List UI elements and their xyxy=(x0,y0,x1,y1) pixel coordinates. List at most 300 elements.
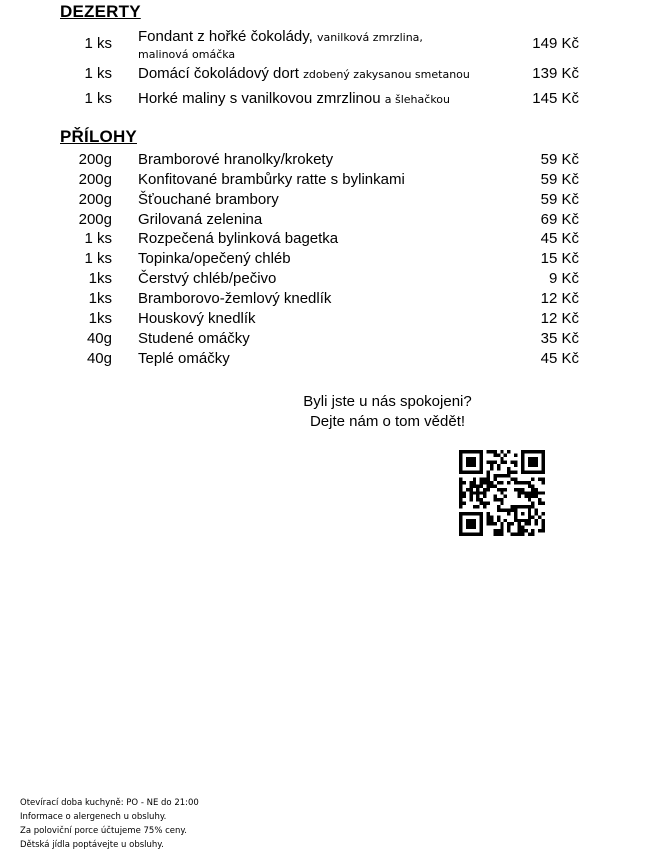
qr-module xyxy=(500,474,503,477)
item-price: 45 Kč xyxy=(540,349,579,367)
qr-module xyxy=(459,491,462,494)
item-price: 149 Kč xyxy=(532,35,579,52)
qr-module xyxy=(500,522,503,525)
qr-module xyxy=(490,519,493,522)
section-heading-prilohy: PŘÍLOHY xyxy=(60,127,137,146)
qr-module xyxy=(459,519,462,522)
qr-module xyxy=(493,522,496,525)
qr-module xyxy=(462,471,465,474)
item-price: 12 Kč xyxy=(540,309,579,327)
qr-module xyxy=(504,519,507,522)
qr-module xyxy=(459,464,462,467)
qr-module xyxy=(480,450,483,453)
qr-module xyxy=(459,484,462,487)
qr-module xyxy=(459,498,462,501)
qr-module xyxy=(528,460,531,463)
qr-module xyxy=(535,471,538,474)
qr-module xyxy=(476,505,479,508)
qr-module xyxy=(462,502,465,505)
item-note: vanilková zmrzlina, xyxy=(317,31,423,44)
qr-module xyxy=(483,481,486,484)
qr-module xyxy=(497,533,500,536)
qr-module xyxy=(487,502,490,505)
qr-module xyxy=(507,450,510,453)
qr-module xyxy=(480,471,483,474)
qr-module xyxy=(538,502,541,505)
qr-module xyxy=(490,515,493,518)
qr-module xyxy=(517,526,520,529)
qr-module xyxy=(469,526,472,529)
qr-module xyxy=(504,460,507,463)
qr-module xyxy=(500,533,503,536)
qr-module xyxy=(469,484,472,487)
qr-module xyxy=(517,519,520,522)
qr-module xyxy=(538,515,541,518)
qr-module xyxy=(466,457,469,460)
qr-module xyxy=(476,495,479,498)
qr-module xyxy=(487,519,490,522)
item-title: Horké maliny s vanilkovou zmrzlinou xyxy=(138,90,381,107)
qr-module xyxy=(521,505,524,508)
footer-line: Dětská jídla poptávejte u obsluhy. xyxy=(20,840,164,850)
qr-module xyxy=(473,481,476,484)
qr-module xyxy=(524,450,527,453)
qr-module xyxy=(466,460,469,463)
qr-module xyxy=(542,471,545,474)
qr-module xyxy=(459,505,462,508)
qr-module xyxy=(490,450,493,453)
qr-module xyxy=(514,464,517,467)
qr-module xyxy=(487,512,490,515)
qr-module xyxy=(500,526,503,529)
qr-module xyxy=(466,488,469,491)
qr-module xyxy=(528,515,531,518)
qr-module xyxy=(521,529,524,532)
qr-module xyxy=(469,522,472,525)
qr-module xyxy=(473,478,476,481)
item-name: Topinka/opečený chléb xyxy=(138,250,291,268)
qr-module xyxy=(504,488,507,491)
qr-module xyxy=(500,450,503,453)
qr-module xyxy=(511,533,514,536)
qr-module xyxy=(493,498,496,501)
qr-module xyxy=(538,471,541,474)
qr-module xyxy=(511,508,514,511)
qr-module xyxy=(521,526,524,529)
qr-module xyxy=(493,495,496,498)
qr-module xyxy=(521,533,524,536)
qr-module xyxy=(521,519,524,522)
qr-module xyxy=(521,464,524,467)
qr-module xyxy=(497,529,500,532)
qr-module xyxy=(514,460,517,463)
qr-module xyxy=(535,491,538,494)
qr-module xyxy=(493,533,496,536)
item-price: 15 Kč xyxy=(540,250,579,268)
qr-module xyxy=(466,519,469,522)
qr-module xyxy=(469,498,472,501)
qr-module xyxy=(542,512,545,515)
qr-module xyxy=(528,519,531,522)
qr-module xyxy=(500,457,503,460)
qr-module xyxy=(487,450,490,453)
qr-module xyxy=(531,491,534,494)
qr-module xyxy=(524,481,527,484)
item-name: Konfitované brambůrky ratte s bylinkami xyxy=(138,170,405,188)
qr-module xyxy=(462,450,465,453)
qr-module xyxy=(459,529,462,532)
qr-module xyxy=(531,488,534,491)
qr-module xyxy=(521,453,524,456)
qr-module xyxy=(542,453,545,456)
qr-module xyxy=(493,453,496,456)
qr-module xyxy=(514,478,517,481)
qr-module xyxy=(487,471,490,474)
qr-module xyxy=(490,484,493,487)
qr-module xyxy=(511,505,514,508)
qr-module xyxy=(497,498,500,501)
qr-module xyxy=(535,519,538,522)
qr-module xyxy=(469,495,472,498)
qr-module xyxy=(480,457,483,460)
qr-module xyxy=(542,522,545,525)
qr-module xyxy=(487,515,490,518)
qr-module xyxy=(497,508,500,511)
qr-module xyxy=(469,533,472,536)
qr-module xyxy=(473,457,476,460)
qr-module xyxy=(531,450,534,453)
qr-module xyxy=(459,460,462,463)
qr-module xyxy=(476,450,479,453)
item-price: 9 Kč xyxy=(548,270,579,288)
qr-module xyxy=(497,515,500,518)
qr-module xyxy=(528,512,531,515)
qr-module xyxy=(524,471,527,474)
qr-module xyxy=(469,519,472,522)
item-name: Bramborovo-žemlový knedlík xyxy=(138,289,332,307)
qr-module xyxy=(483,478,486,481)
item-quantity: 200g xyxy=(78,151,112,168)
qr-module xyxy=(462,491,465,494)
qr-module xyxy=(528,508,531,511)
feedback-line: Dejte nám o tom vědět! xyxy=(309,413,466,430)
qr-module xyxy=(528,495,531,498)
qr-module xyxy=(487,478,490,481)
qr-module xyxy=(521,491,524,494)
qr-module xyxy=(473,464,476,467)
qr-module xyxy=(469,464,472,467)
qr-module xyxy=(504,508,507,511)
qr-module xyxy=(469,460,472,463)
item-name xyxy=(138,27,518,62)
qr-module xyxy=(528,471,531,474)
qr-module xyxy=(490,522,493,525)
qr-module xyxy=(531,505,534,508)
qr-module xyxy=(535,522,538,525)
qr-module xyxy=(531,457,534,460)
item-name: Čerstvý chléb/pečivo xyxy=(138,270,277,288)
item-quantity: 40g xyxy=(86,349,112,367)
qr-module xyxy=(535,457,538,460)
qr-module xyxy=(500,491,503,494)
qr-module xyxy=(466,450,469,453)
qr-module xyxy=(480,498,483,501)
qr-module xyxy=(466,464,469,467)
qr-module xyxy=(462,533,465,536)
qr-module xyxy=(507,508,510,511)
qr-module xyxy=(473,460,476,463)
qr-module xyxy=(538,529,541,532)
qr-module xyxy=(511,460,514,463)
qr-module xyxy=(542,502,545,505)
item-price: 35 Kč xyxy=(540,329,579,347)
qr-module xyxy=(469,471,472,474)
item-quantity: 1ks xyxy=(88,309,112,327)
qr-module xyxy=(528,481,531,484)
item-price: 59 Kč xyxy=(540,170,579,188)
qr-module xyxy=(528,522,531,525)
qr-module xyxy=(517,533,520,536)
qr-module xyxy=(490,460,493,463)
qr-module xyxy=(521,460,524,463)
qr-module xyxy=(480,460,483,463)
qr-module xyxy=(521,512,524,515)
qr-module xyxy=(535,450,538,453)
qr-module xyxy=(528,464,531,467)
qr-module xyxy=(466,526,469,529)
qr-module xyxy=(538,498,541,501)
qr-module xyxy=(459,478,462,481)
qr-module xyxy=(521,450,524,453)
qr-module xyxy=(459,533,462,536)
qr-module xyxy=(466,522,469,525)
qr-module xyxy=(524,491,527,494)
qr-module xyxy=(528,450,531,453)
item-name: Bramborové hranolky/krokety xyxy=(138,151,334,168)
qr-module xyxy=(521,467,524,470)
item-price: 145 Kč xyxy=(532,90,579,107)
qr-module xyxy=(459,457,462,460)
qr-code-icon[interactable] xyxy=(459,450,545,536)
qr-module xyxy=(462,481,465,484)
qr-module xyxy=(542,519,545,522)
qr-module xyxy=(480,526,483,529)
qr-module xyxy=(483,488,486,491)
qr-module xyxy=(493,478,496,481)
qr-module xyxy=(459,522,462,525)
item-note-continued: malinová omáčka xyxy=(138,48,236,61)
footer-line: Za poloviční porce účtujeme 75% ceny. xyxy=(20,826,187,836)
qr-module xyxy=(483,505,486,508)
qr-module xyxy=(538,450,541,453)
qr-module xyxy=(466,533,469,536)
qr-module xyxy=(459,512,462,515)
qr-module xyxy=(473,512,476,515)
qr-module xyxy=(542,529,545,532)
qr-module xyxy=(528,457,531,460)
qr-module xyxy=(535,512,538,515)
qr-module xyxy=(480,453,483,456)
item-quantity: 1 ks xyxy=(84,230,112,248)
qr-module xyxy=(517,491,520,494)
qr-module xyxy=(476,488,479,491)
qr-module xyxy=(497,453,500,456)
qr-module xyxy=(511,478,514,481)
qr-module xyxy=(497,467,500,470)
qr-module xyxy=(500,508,503,511)
qr-module xyxy=(531,484,534,487)
item-name: Grilovaná zelenina xyxy=(138,210,263,228)
qr-module xyxy=(487,484,490,487)
qr-module xyxy=(514,515,517,518)
qr-module xyxy=(542,481,545,484)
item-quantity: 1 ks xyxy=(84,65,112,82)
qr-module xyxy=(535,464,538,467)
qr-module xyxy=(514,519,517,522)
qr-module xyxy=(459,471,462,474)
qr-module xyxy=(462,512,465,515)
qr-module xyxy=(480,533,483,536)
item-name xyxy=(138,89,518,109)
qr-module xyxy=(524,529,527,532)
qr-module xyxy=(542,460,545,463)
qr-module xyxy=(493,460,496,463)
qr-module xyxy=(493,474,496,477)
qr-module xyxy=(507,512,510,515)
footer-line: Otevírací doba kuchyně: PO - NE do 21:00 xyxy=(20,798,199,808)
item-price: 59 Kč xyxy=(540,190,579,208)
qr-module xyxy=(469,450,472,453)
qr-module xyxy=(473,519,476,522)
qr-module xyxy=(531,460,534,463)
qr-module xyxy=(480,484,483,487)
qr-module xyxy=(487,481,490,484)
qr-module xyxy=(517,488,520,491)
feedback-prompt xyxy=(280,392,495,432)
qr-module xyxy=(535,495,538,498)
qr-module xyxy=(459,488,462,491)
qr-module xyxy=(476,471,479,474)
item-quantity: 1 ks xyxy=(84,250,112,268)
qr-module xyxy=(531,464,534,467)
qr-module xyxy=(517,529,520,532)
item-name: Šťouchané brambory xyxy=(138,190,279,208)
qr-module xyxy=(476,498,479,501)
qr-module xyxy=(473,471,476,474)
qr-module xyxy=(493,529,496,532)
qr-module xyxy=(459,502,462,505)
qr-module xyxy=(473,491,476,494)
qr-module xyxy=(493,450,496,453)
item-quantity: 1 ks xyxy=(84,90,112,107)
qr-module xyxy=(497,488,500,491)
qr-module xyxy=(500,481,503,484)
qr-module xyxy=(459,467,462,470)
item-quantity: 200g xyxy=(78,190,112,208)
qr-module xyxy=(517,505,520,508)
qr-module xyxy=(538,478,541,481)
qr-module xyxy=(514,471,517,474)
item-price: 59 Kč xyxy=(540,151,579,168)
qr-module xyxy=(531,502,534,505)
qr-module xyxy=(514,453,517,456)
item-name: Rozpečená bylinková bagetka xyxy=(138,230,339,248)
item-quantity: 1 ks xyxy=(84,35,112,52)
qr-module xyxy=(535,460,538,463)
qr-module xyxy=(497,481,500,484)
qr-module xyxy=(473,533,476,536)
item-price: 69 Kč xyxy=(540,210,579,228)
qr-module xyxy=(476,491,479,494)
qr-module xyxy=(528,484,531,487)
item-name: Teplé omáčky xyxy=(138,349,230,367)
qr-module xyxy=(480,529,483,532)
qr-module xyxy=(514,512,517,515)
qr-module xyxy=(462,495,465,498)
qr-module xyxy=(514,481,517,484)
qr-module xyxy=(483,502,486,505)
qr-module xyxy=(514,488,517,491)
qr-module xyxy=(466,471,469,474)
item-name xyxy=(138,64,518,84)
footer-line: Informace o alergenech u obsluhy. xyxy=(20,812,167,822)
qr-module xyxy=(528,498,531,501)
qr-module xyxy=(473,505,476,508)
qr-module xyxy=(476,512,479,515)
qr-module xyxy=(487,460,490,463)
qr-module xyxy=(473,484,476,487)
qr-module xyxy=(517,495,520,498)
qr-module xyxy=(542,526,545,529)
qr-module xyxy=(469,512,472,515)
qr-module xyxy=(459,450,462,453)
qr-module xyxy=(459,495,462,498)
qr-module xyxy=(507,526,510,529)
item-note: zdobený zakysanou smetanou xyxy=(303,68,470,81)
qr-module xyxy=(480,522,483,525)
footer-info xyxy=(20,796,199,852)
qr-module xyxy=(507,474,510,477)
qr-module xyxy=(497,474,500,477)
qr-module xyxy=(459,526,462,529)
qr-module xyxy=(480,515,483,518)
qr-module xyxy=(521,471,524,474)
item-note: a šlehačkou xyxy=(384,93,450,106)
qr-module xyxy=(507,522,510,525)
qr-module xyxy=(531,495,534,498)
qr-module xyxy=(490,481,493,484)
qr-module xyxy=(511,471,514,474)
item-price: 139 Kč xyxy=(532,65,579,82)
qr-module xyxy=(521,457,524,460)
qr-module xyxy=(500,529,503,532)
qr-module xyxy=(480,467,483,470)
qr-module xyxy=(524,519,527,522)
qr-module xyxy=(490,467,493,470)
qr-module xyxy=(476,484,479,487)
qr-module xyxy=(524,495,527,498)
qr-module xyxy=(531,478,534,481)
qr-module xyxy=(493,484,496,487)
qr-module xyxy=(483,495,486,498)
qr-module xyxy=(500,460,503,463)
qr-module xyxy=(459,515,462,518)
qr-module xyxy=(542,478,545,481)
qr-module xyxy=(521,481,524,484)
qr-module xyxy=(517,522,520,525)
qr-module xyxy=(531,515,534,518)
qr-module xyxy=(542,464,545,467)
